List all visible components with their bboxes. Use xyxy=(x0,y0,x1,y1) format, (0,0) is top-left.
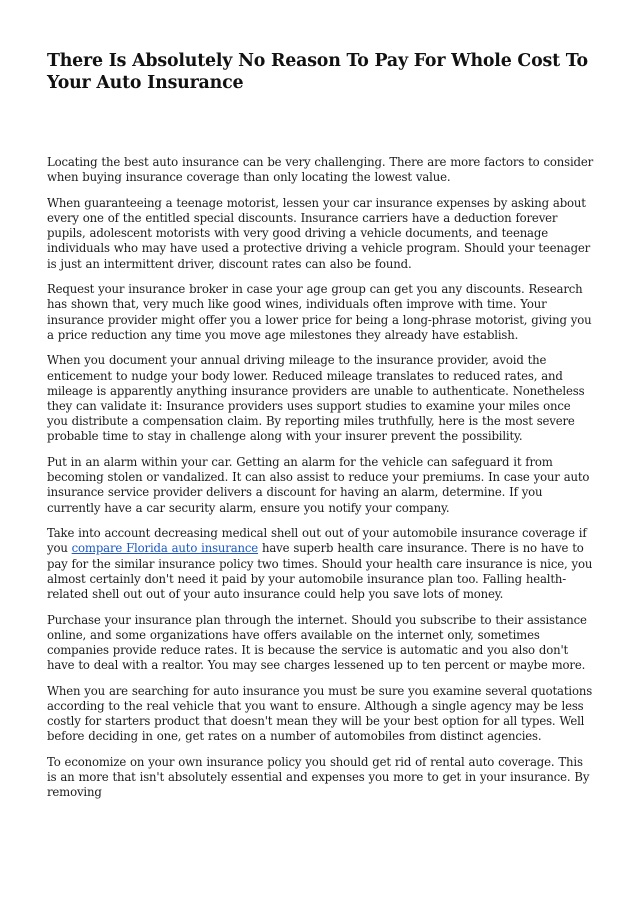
paragraph-text-after-link: have superb health care insurance. There is no have to pay for the similar insurance policy two times. Should your health care insurance is nice, you almost certainly don't need it paid by your automobile insurance plan too. Falling health-related shell out out of your auto insurance could help you save lots of money. xyxy=(47,541,593,602)
paragraph: Purchase your insurance plan through the internet. Should you subscribe to their assistance online, and some organizations have offers available on the internet only, sometimes companies provide reduce rates. It is because the service is automatic and you also don't have to deal with a realtor. You may see charges lessened up to ten percent or maybe more. xyxy=(47,612,587,673)
paragraph-text-before-link: Take into account decreasing medical shell out out of your automobile insurance coverage if you xyxy=(47,526,587,556)
document-page xyxy=(47,0,595,811)
paragraph: When you are searching for auto insurance you must be sure you examine several quotations according to the real vehicle that you want to ensure. Although a single agency may be less costly for starters product that doesn't mean they will be your best option for all types. Well before deciding in one, get rates on a number of automobiles from distinct agencies. xyxy=(47,683,593,744)
paragraph: Request your insurance broker in case your age group can get you any discounts. Research has shown that, very much like good wines, individuals often improve with time. Your insurance provider might offer you a lower price for being a long-phrase motorist, giving you a price reduction any time you move age milestones they already have establish. xyxy=(47,282,592,342)
document-title: There Is Absolutely No Reason To Pay For Whole Cost To Your Auto Insurance xyxy=(47,51,588,93)
document-body xyxy=(47,155,595,801)
paragraph: When guaranteeing a teenage motorist, lessen your car insurance expenses by asking about every one of the entitled special discounts. Insurance carriers have a deduction forever pupils, adolescent motorists with very good driving a vehicle documents, and teenage individuals who may have used a protective driving a vehicle program. Should your teenager is just an intermittent driver, discount rates can also be found. xyxy=(47,195,591,271)
compare-florida-auto-insurance-link[interactable]: compare Florida auto insurance xyxy=(71,541,259,556)
paragraph: Put in an alarm within your car. Getting an alarm for the vehicle can safeguard it from becoming stolen or vandalized. It can also assist to reduce your premiums. In case your auto insurance service provider delivers a discount for having an alarm, determine. If you currently have a car security alarm, ensure you notify your company. xyxy=(47,455,590,515)
paragraph: When you document your annual driving mileage to the insurance provider, avoid the enticement to nudge your body lower. Reduced mileage translates to reduced rates, and mileage is apparently anything insurance providers are unable to authenticate. Nonetheless they can validate it: Insurance providers uses support studies to examine your miles once you distribute a compensation claim. By reporting miles truthfully, here is the most severe probable time to stay in challenge along with your insurer prevent the possibility. xyxy=(47,353,585,444)
paragraph: Locating the best auto insurance can be very challenging. There are more factors to consider when buying insurance coverage than only locating the lowest value. xyxy=(47,155,594,185)
paragraph-with-link xyxy=(47,526,595,602)
paragraph: To economize on your own insurance policy you should get rid of rental auto coverage. This is an more that isn't absolutely essential and expenses you more to get in your insurance. By removing xyxy=(47,755,590,800)
